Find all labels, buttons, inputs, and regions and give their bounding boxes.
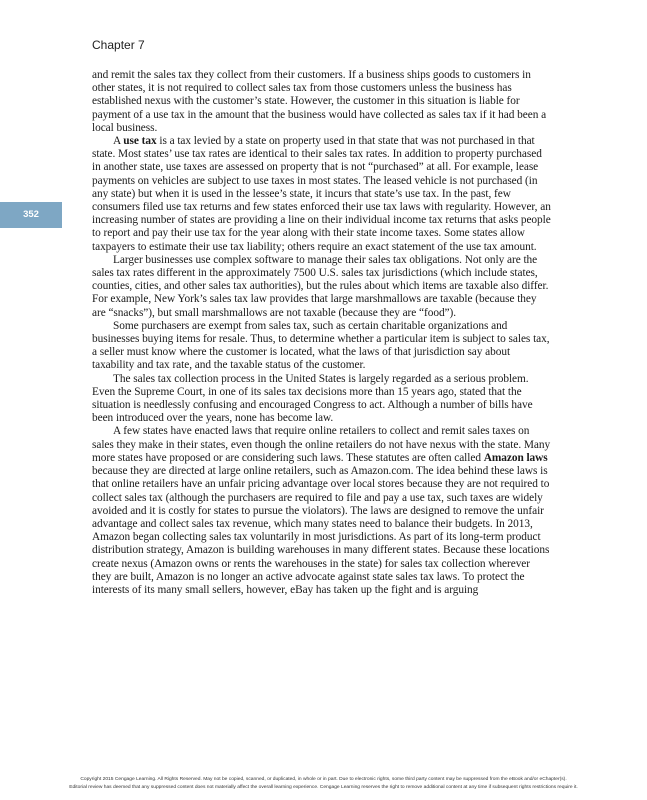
paragraph-text: because they are directed at large online retailers, such as Amazon.com. The idea behind these laws is that online retailers have an unfair pricing advantage over local stores because they are not required to collect sales tax (although the purchasers are required to file and pay a use tax, such taxes are widely avoided and it is costly for states to pursue the violators). The laws are designed to remove the unfair advantage and collect sales tax revenue, which many states need to balance their budgets. In 2013, Amazon began collecting sales tax voluntarily in most jurisdictions. As part of its long-term product distribution strategy, Amazon is building warehouses in many different states. Because these locations create nexus (Amazon owns or rents the warehouses in the state) for sales tax collection wherever they are built, Amazon is no longer an active advocate against state sales tax laws. To protect the interests of its many small sellers, however, eBay has taken up the fight and is arguing [92,465,550,596]
paragraph-text: A few states have enacted laws that require online retailers to collect and remit sales taxes on sales they make in their states, even though the online retailers do not have nexus with the state. Many more states have proposed or are considering such laws. These statutes are often called [92,425,551,464]
footer-line-2: Editorial review has deemed that any suppressed content does not materially affect the overall learning experience. Cengage Learning reserves the right to remove additional content at any time if subsequent rights restrictions require it. [69,785,578,790]
key-term-amazon-laws: Amazon laws [483,451,548,464]
paragraph-exempt: Some purchasers are exempt from sales tax, such as certain charitable organizations and businesses buying items for resale. Thus, to determine whether a particular item is subject to sales tax, a seller must know where the customer is located, what the laws of that jurisdiction say about taxability and tax rate, and the taxable status of the customer. [92,319,550,372]
paragraph-amazon-laws [92,425,552,597]
paragraph-text: is a tax levied by a state on property used in that state that was not purchased in that state. Most states’ use tax rates are identical to their sales tax rates. In addition to property purchased in another state, use taxes are assessed on property that is not “purchased” at all. For example, lease payments on vehicles are subject to use taxes in most states. The leased vehicle is not purchased (in any state) but when it is used in the lessee’s state, it incurs that state’s use tax. In the past, few consumers filed use tax returns and few states enforced their use tax laws with regularity. However, an increasing number of states are providing a line on their individual income tax returns that asks people to report and pay their use tax for the year along with their state income taxes. Some states allow taxpayers to estimate their use tax liability; others require an exact statement of the use tax amount. [92,135,551,253]
body-text [92,69,552,597]
paragraph-collection: The sales tax collection process in the United States is largely regarded as a serious problem. Even the Supreme Court, in one of its sales tax decisions more than 15 years ago, stated that the situation is needlessly confusing and encouraged Congress to act. Although a number of bills have been introduced over the years, none has become law. [92,372,533,425]
paragraph-use-tax [92,135,552,254]
key-term-use-tax: use tax [123,135,157,148]
page-number-tab: 352 [0,202,62,228]
chapter-header: Chapter 7 [92,38,145,52]
paragraph-text: A [113,135,124,148]
paragraph-software: Larger businesses use complex software to manage their sales tax obligations. Not only are the sales tax rates different in the approximately 7500 U.S. sales tax jurisdictions (which include states, counties, cities, and other sales tax authorities), but the rules about which items are taxable also differ. For example, New York’s sales tax law provides that large marshmallows are taxable (because they are “snacks”), but small marshmallows are not taxable (because they are “food”). [92,253,549,319]
footer-line-1: Copyright 2015 Cengage Learning. All Rights Reserved. May not be copied, scanned, or duplicated, in whole or in part. Due to electronic rights, some third party content may be suppressed from the eBook and/or eChapter(s). [80,777,567,782]
paragraph-continuation: and remit the sales tax they collect from their customers. If a business ships goods to customers in other states, it is not required to collect sales tax from those customers unless the business has established nexus with the customer’s state. However, the customer in this situation is liable for payment of a use tax in the amount that the business would have collected as sales tax if it had been a local business. [92,69,547,134]
copyright-footer [0,776,647,792]
